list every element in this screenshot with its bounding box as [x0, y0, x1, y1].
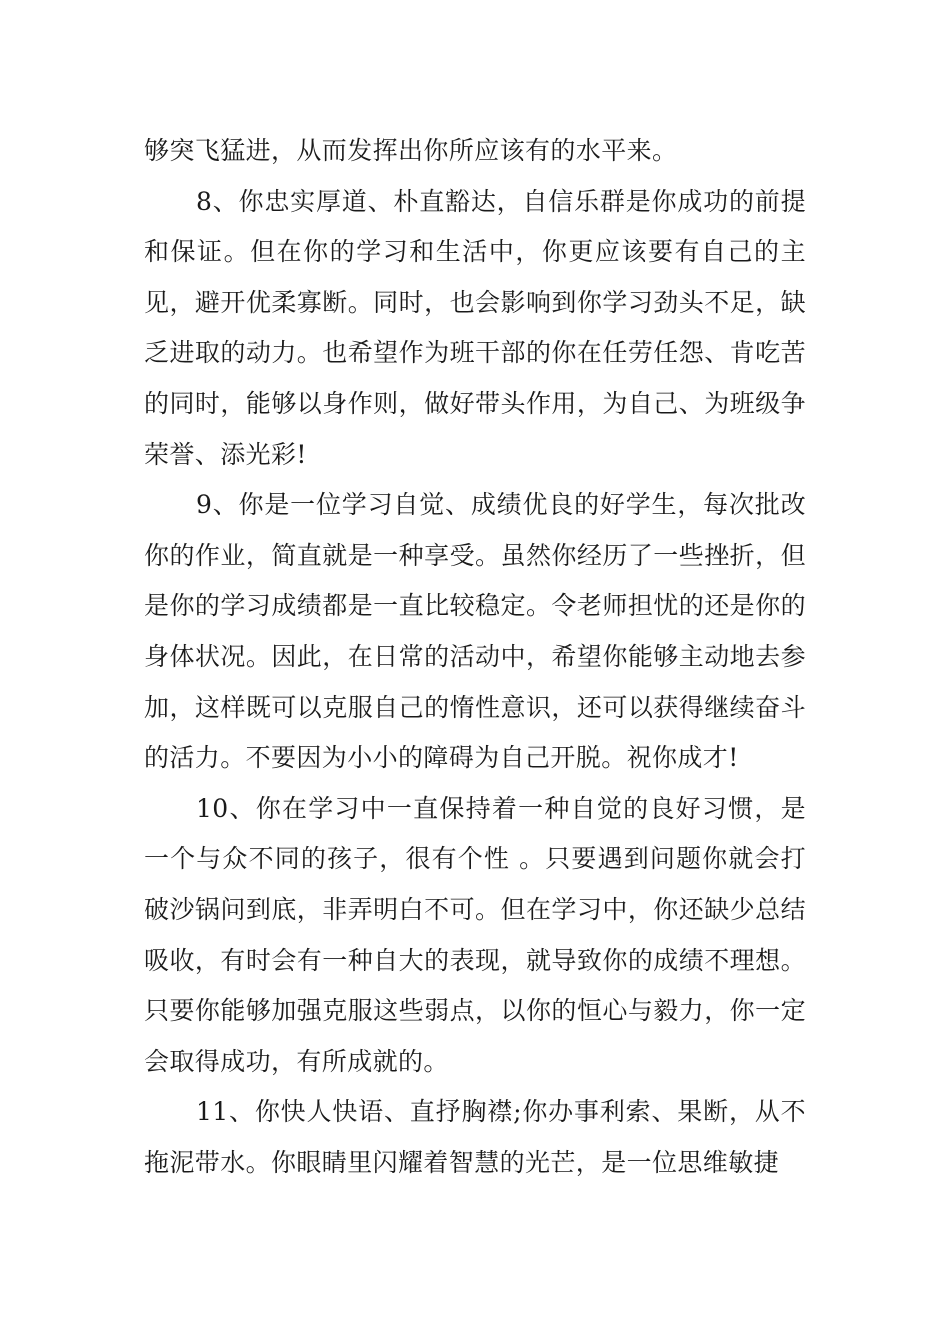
paragraph-comment-9: 9、你是一位学习自觉、成绩优良的好学生，每次批改你的作业，简直就是一种享受。虽然你经历了一些挫折，但是你的学习成绩都是一直比较稳定。令老师担忧的还是你的身体状况。因此，在日常的活动中，希望你能够主动地去参加，这样既可以克服自己的惰性意识，还可以获得继续奋斗的活力。不要因为小小的障碍为自己开脱。祝你成才! [144, 490, 806, 773]
paragraph-continuation: 够突飞猛进，从而发挥出你所应该有的水平来。 [144, 136, 678, 165]
paragraph-comment-11: 11、你快人快语、直抒胸襟;你办事利索、果断，从不拖泥带水。你眼睛里闪耀着智慧的光芒，是一位思维敏捷 [144, 1097, 806, 1177]
paragraph-comment-8: 8、你忠实厚道、朴直豁达，自信乐群是你成功的前提和保证。但在你的学习和生活中，你更应该要有自己的主见，避开优柔寡断。同时，也会影响到你学习劲头不足，缺乏进取的动力。也希望作为班干部的你在任劳任怨、肯吃苦的同时，能够以身作则，做好带头作用，为自己、为班级争荣誉、添光彩! [144, 186, 806, 469]
paragraph-comment-10: 10、你在学习中一直保持着一种自觉的良好习惯，是一个与众不同的孩子，很有个性 。只要遇到问题你就会打破沙锅问到底，非弄明白不可。但在学习中，你还缺少总结吸收，有时会有一种自大的表现，就导致你的成绩不理想。只要你能够加强克服这些弱点，以你的恒心与毅力，你一定会取得成功，有所成就的。 [144, 793, 806, 1076]
document-body [144, 126, 806, 1188]
